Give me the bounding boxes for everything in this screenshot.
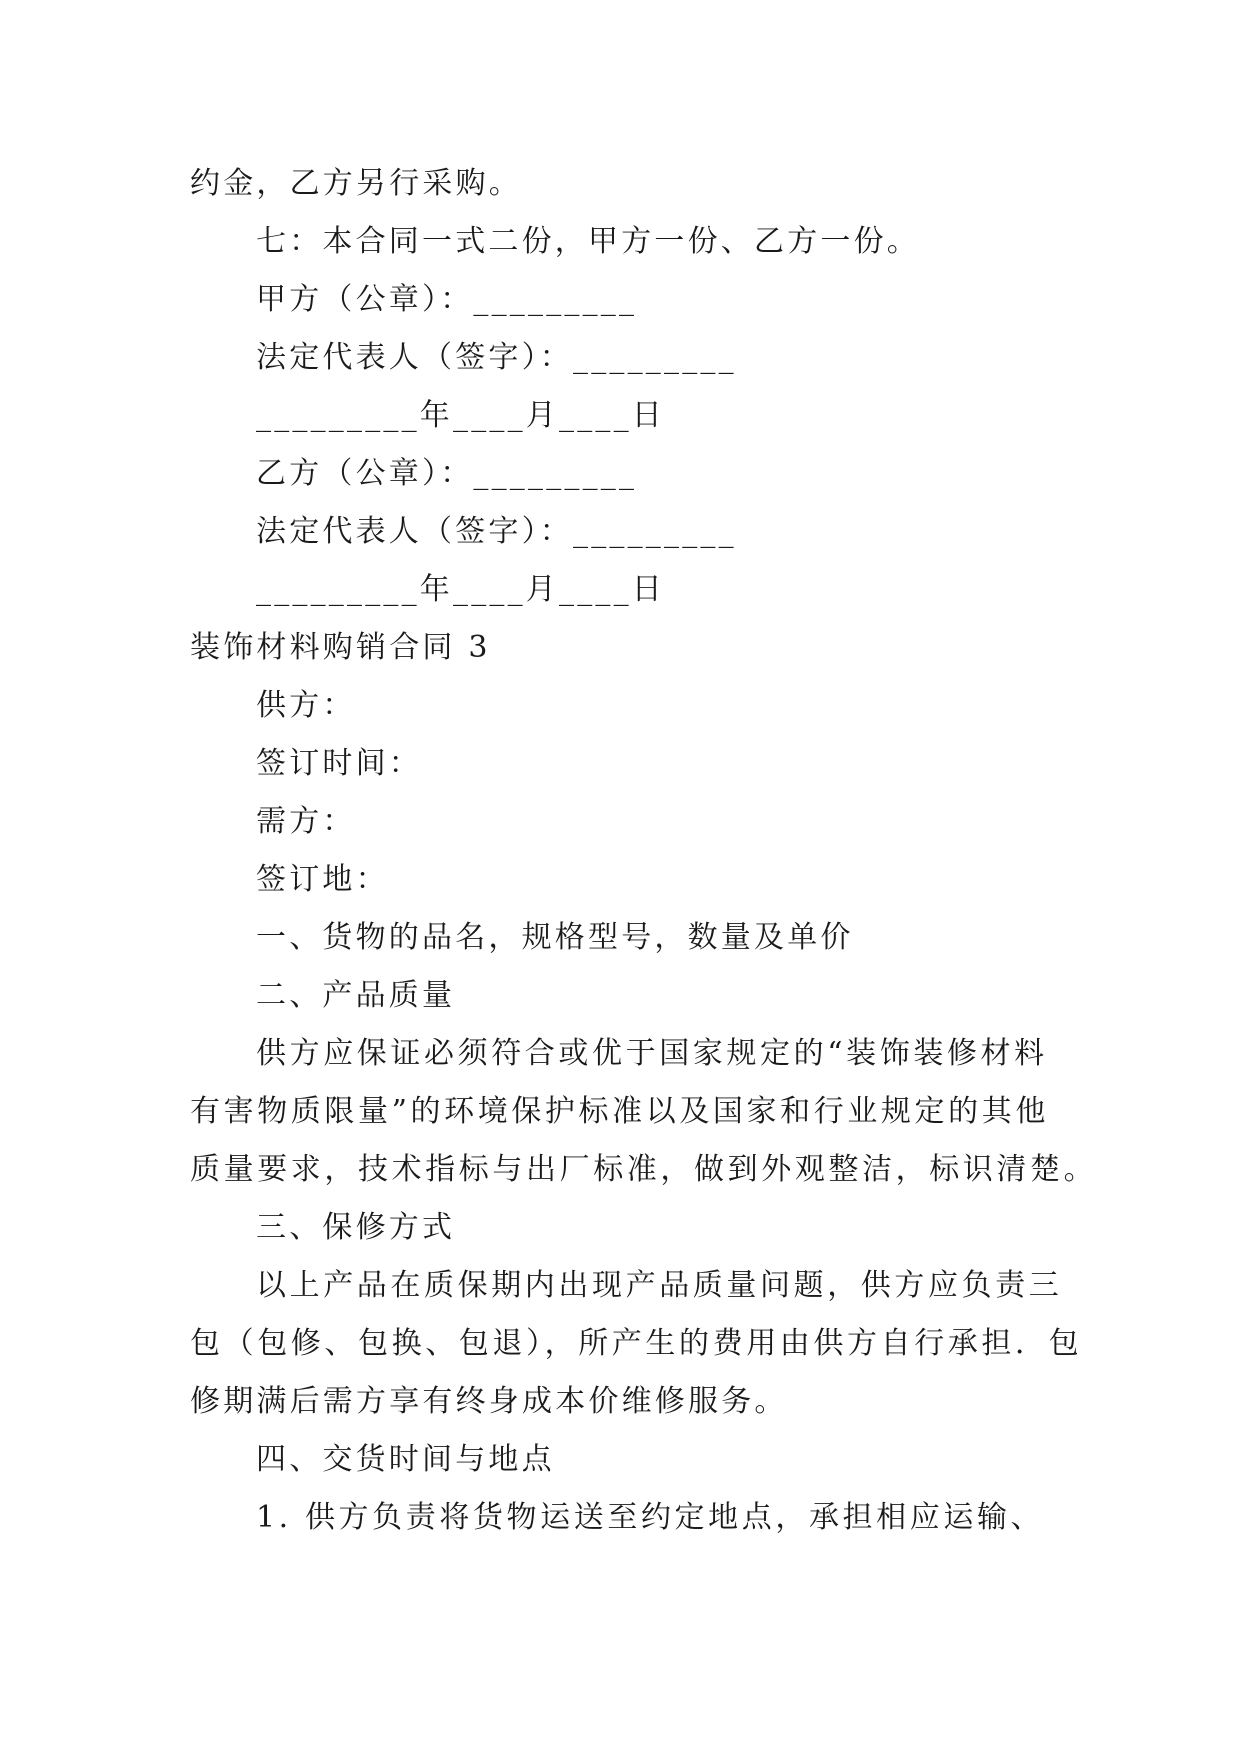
clause-heading: 二、产品质量 [256, 978, 456, 1013]
party-a-seal-line: 甲方（公章）：_________ [256, 282, 638, 317]
text-line: 修期满后需方享有终身成本价维修服务。 [190, 1384, 788, 1419]
text-line: 约金，乙方另行采购。 [190, 166, 522, 201]
section-title: 装饰材料购销合同 3 [190, 630, 491, 665]
text-line: 质量要求，技术指标与出厂标准，做到外观整洁，标识清楚。 [190, 1152, 1098, 1187]
text-line: 七：本合同一式二份，甲方一份、乙方一份。 [256, 224, 920, 259]
clause-heading: 一、货物的品名，规格型号，数量及单价 [256, 920, 854, 955]
text-line: 有害物质限量”的环境保护标准以及国家和行业规定的其他 [190, 1094, 1049, 1129]
signing-time-line: 签订时间： [256, 746, 422, 781]
clause-heading: 四、交货时间与地点 [256, 1442, 555, 1477]
party-a-date-line: _________年____月____日 [256, 398, 665, 433]
party-b-representative-line: 法定代表人（签字）：_________ [256, 514, 737, 549]
text-line: 以上产品在质保期内出现产品质量问题，供方应负责三 [256, 1268, 1063, 1303]
text-line: 1. 供方负责将货物运送至约定地点，承担相应运输、 [256, 1500, 1045, 1535]
party-a-representative-line: 法定代表人（签字）：_________ [256, 340, 737, 375]
supplier-line: 供方： [256, 688, 356, 723]
party-b-seal-line: 乙方（公章）：_________ [256, 456, 638, 491]
text-line: 供方应保证必须符合或优于国家规定的“装饰装修材料 [256, 1036, 1048, 1071]
text-line: 包（包修、包换、包退），所产生的费用由供方自行承担．包 [190, 1326, 1083, 1361]
buyer-line: 需方： [256, 804, 356, 839]
clause-heading: 三、保修方式 [256, 1210, 456, 1245]
party-b-date-line: _________年____月____日 [256, 572, 665, 607]
signing-place-line: 签订地： [256, 862, 389, 897]
